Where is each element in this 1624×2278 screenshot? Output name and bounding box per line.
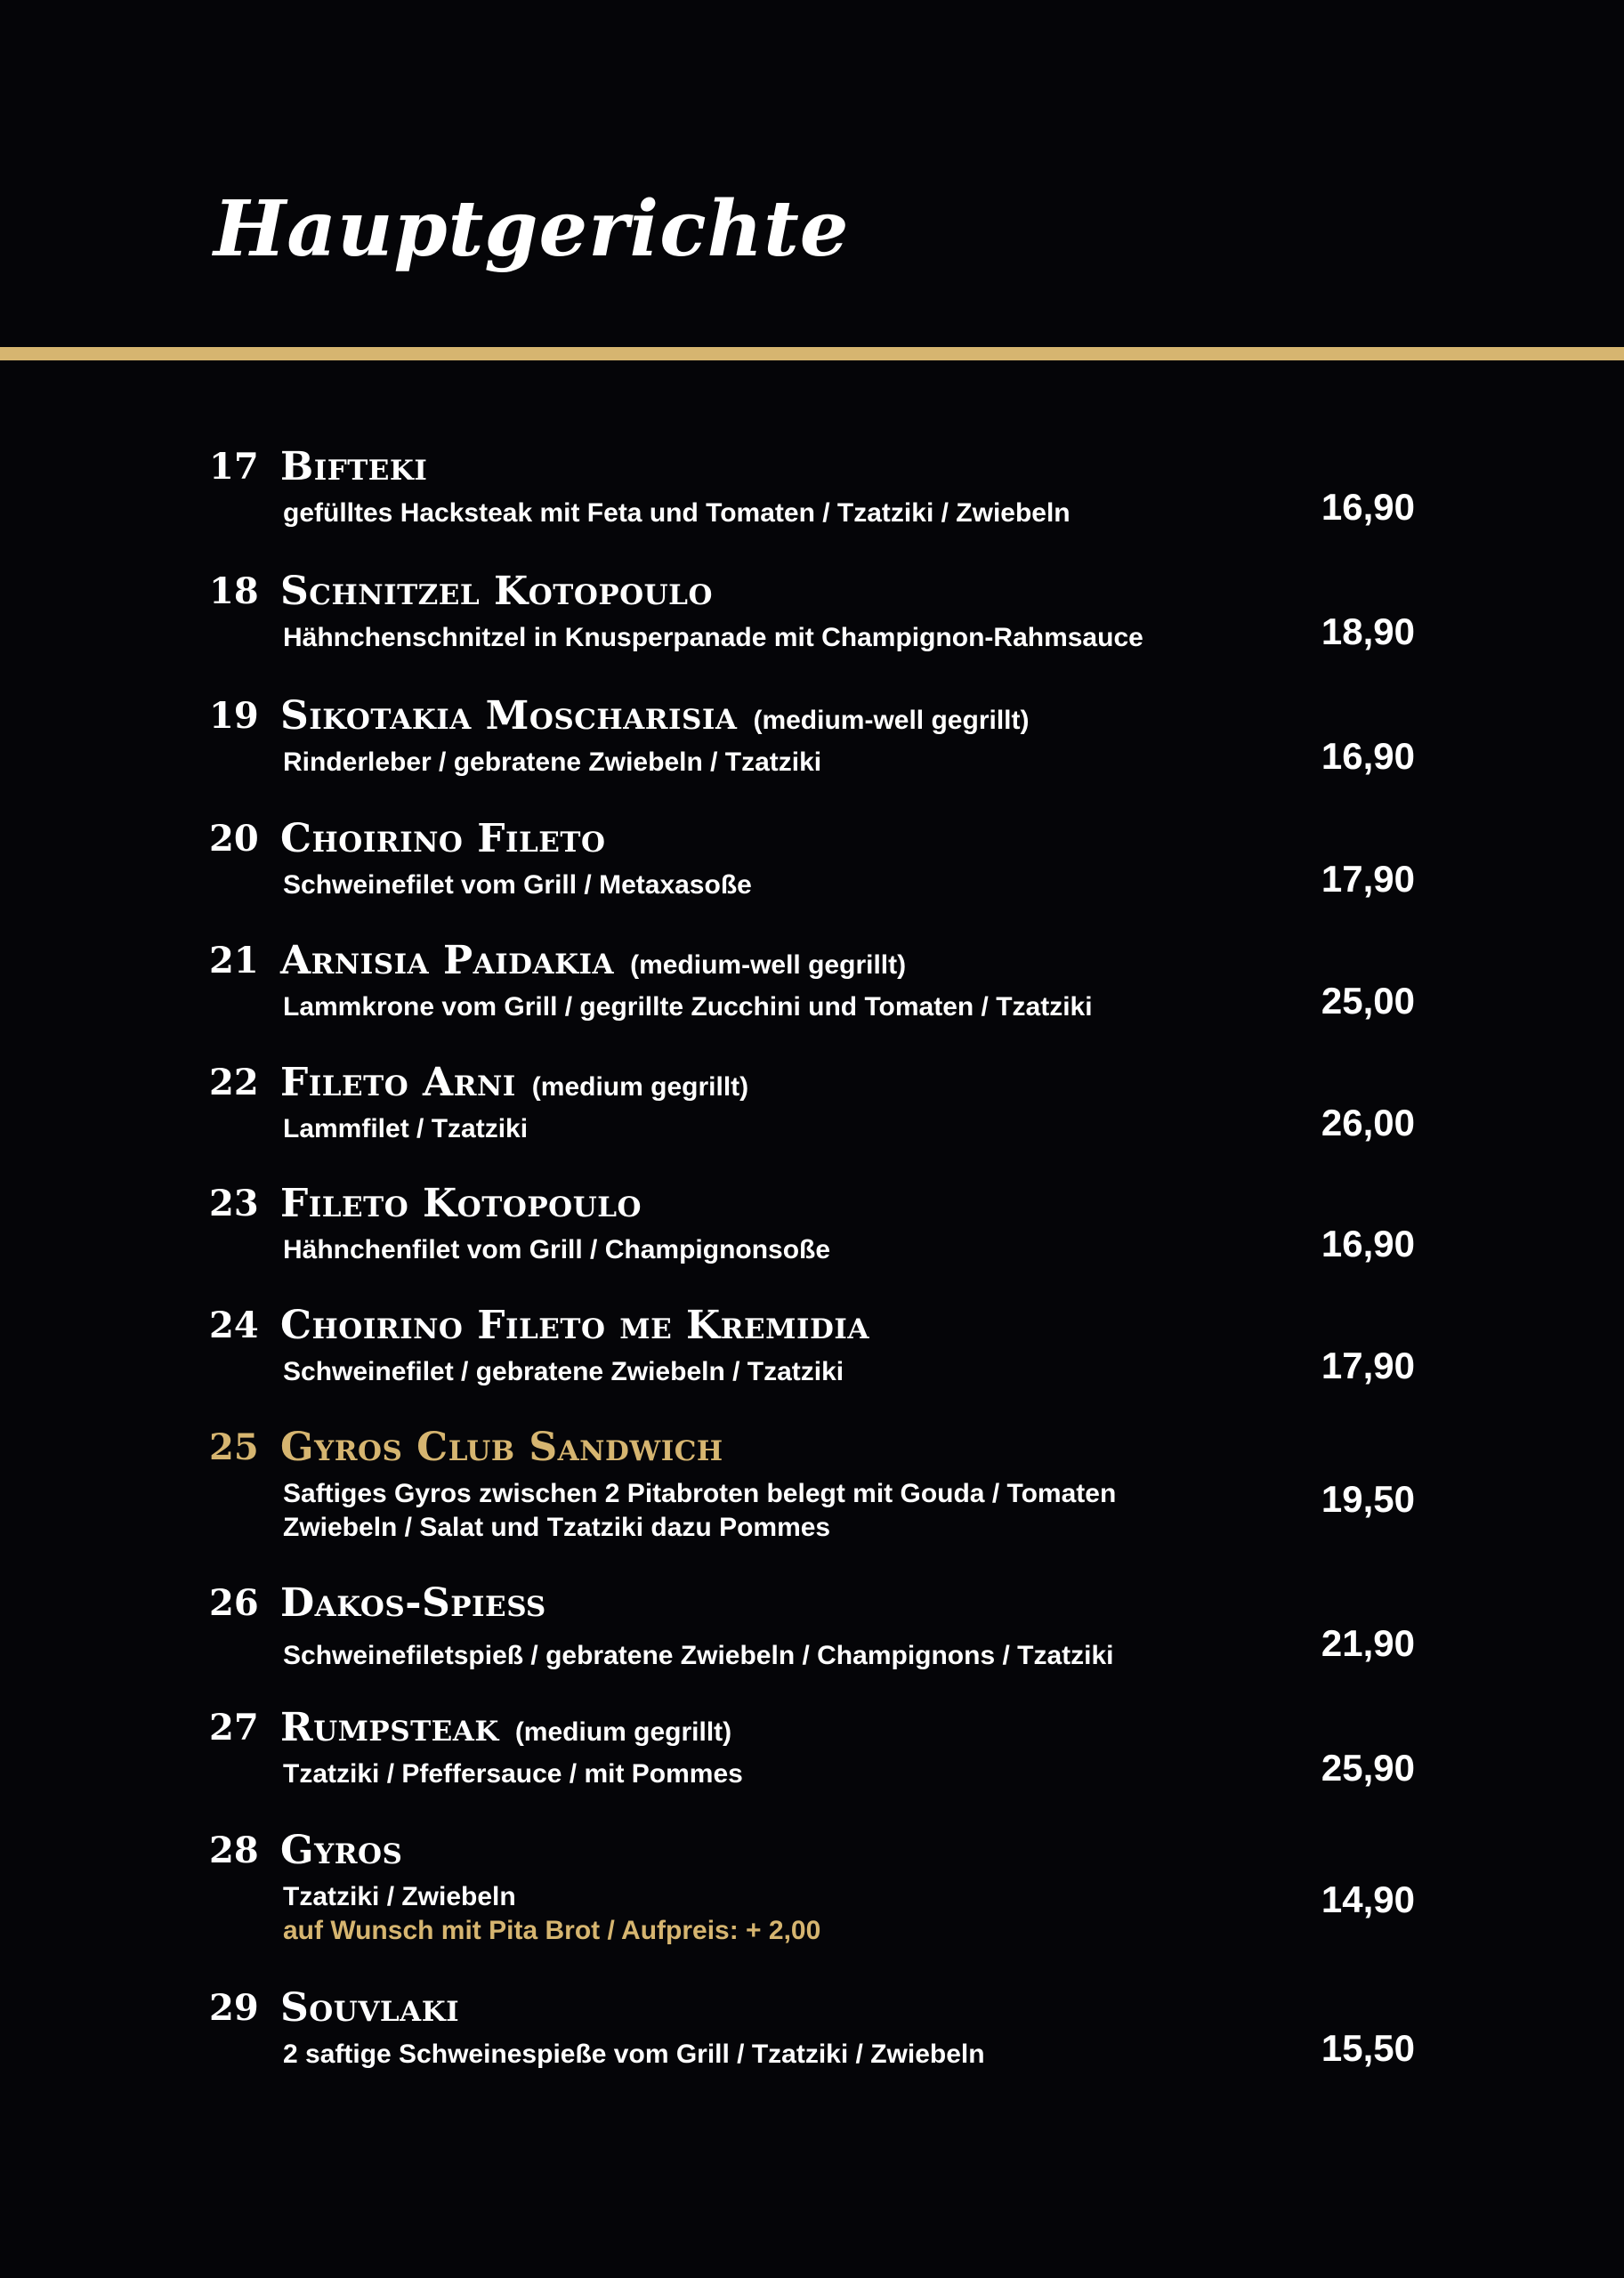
item-name: Gyros: [280, 1828, 403, 1873]
item-price: 17,90: [1321, 1345, 1415, 1386]
item-description: gefülltes Hacksteak mit Feta und Tomaten / Tzatziki / Zwiebeln: [283, 498, 1071, 528]
item-description: [283, 1477, 1116, 1545]
item-description: Schweinefilet / gebratene Zwiebeln / Tzatziki: [283, 1357, 844, 1386]
item-name: Arnisia Paidakia (medium-well gegrillt): [280, 938, 907, 983]
item-name: Choirino Fileto me Kremidia: [280, 1303, 869, 1348]
item-name: Schnitzel Kotopoulo: [280, 569, 713, 614]
item-price: 18,90: [1321, 610, 1415, 652]
item-description: Hähnchenfilet vom Grill / Champignonsoße: [283, 1235, 831, 1264]
item-name: Sikotakia Moscharisia (medium-well gegrillt): [280, 693, 1030, 739]
item-price: 16,90: [1321, 1223, 1415, 1264]
item-description: [283, 1880, 820, 1948]
item-name: Rumpsteak (medium gegrillt): [280, 1705, 732, 1750]
item-description: Lammfilet / Tzatziki: [283, 1114, 529, 1143]
item-description: Lammkrone vom Grill / gegrillte Zucchini und Tomaten / Tzatziki: [283, 992, 1093, 1022]
item-number: 24: [209, 1305, 259, 1346]
item-price: 26,00: [1321, 1102, 1415, 1143]
item-price: 16,90: [1321, 735, 1415, 777]
item-price: 16,90: [1321, 486, 1415, 528]
item-description-line: Saftiges Gyros zwischen 2 Pitabroten belegt mit Gouda / Tomaten: [283, 1479, 1117, 1508]
item-description: Hähnchenschnitzel in Knusperpanade mit Champignon-Rahmsauce: [283, 623, 1143, 652]
item-number: 18: [209, 570, 259, 612]
item-price: 17,90: [1321, 858, 1415, 900]
item-name: Gyros Club Sandwich: [280, 1425, 723, 1470]
item-number: 28: [209, 1830, 259, 1871]
item-number: 17: [209, 446, 259, 488]
item-description-line: Tzatziki / Zwiebeln: [283, 1882, 516, 1911]
item-name: Fileto Kotopoulo: [280, 1181, 642, 1226]
item-price: 14,90: [1321, 1878, 1415, 1920]
item-note: (medium gegrillt): [531, 1072, 749, 1102]
item-price: 25,90: [1321, 1747, 1415, 1789]
item-surcharge-note: auf Wunsch mit Pita Brot / Aufpreis: + 2,00: [283, 1916, 821, 1945]
item-number: 27: [209, 1707, 259, 1749]
item-description: Rinderleber / gebratene Zwiebeln / Tzatziki: [283, 747, 822, 777]
item-number: 19: [209, 695, 259, 737]
item-number: 22: [209, 1062, 259, 1103]
item-number: 29: [209, 1987, 259, 2029]
item-number: 23: [209, 1183, 259, 1224]
item-description: 2 saftige Schweinespieße vom Grill / Tzatziki / Zwiebeln: [283, 2040, 985, 2069]
item-number: 25: [209, 1426, 259, 1468]
item-name: Bifteki: [280, 444, 428, 489]
item-number: 26: [209, 1582, 259, 1624]
item-description-line: Zwiebeln / Salat und Tzatziki dazu Pommes: [283, 1513, 831, 1542]
page-title: Hauptgerichte: [214, 184, 850, 274]
header-divider: [0, 347, 1624, 360]
item-description: Schweinefilet vom Grill / Metaxasoße: [283, 870, 752, 900]
item-number: 20: [209, 818, 259, 860]
item-price: 15,50: [1321, 2027, 1415, 2069]
item-name: Choirino Fileto: [280, 816, 606, 861]
item-name: Souvlaki: [280, 1985, 460, 2031]
item-note: (medium-well gegrillt): [753, 706, 1030, 735]
item-number: 21: [209, 940, 259, 981]
item-price: 21,90: [1321, 1622, 1415, 1664]
item-note: (medium gegrillt): [514, 1717, 732, 1747]
item-description: Tzatziki / Pfeffersauce / mit Pommes: [283, 1759, 743, 1789]
item-note: (medium-well gegrillt): [630, 950, 907, 980]
item-price: 19,50: [1321, 1478, 1415, 1520]
item-description: Schweinefiletspieß / gebratene Zwiebeln / Champignons / Tzatziki: [283, 1641, 1114, 1670]
item-name: Dakos-Spieß: [280, 1580, 546, 1626]
item-name: Fileto Arni (medium gegrillt): [280, 1060, 749, 1105]
item-price: 25,00: [1321, 980, 1415, 1022]
